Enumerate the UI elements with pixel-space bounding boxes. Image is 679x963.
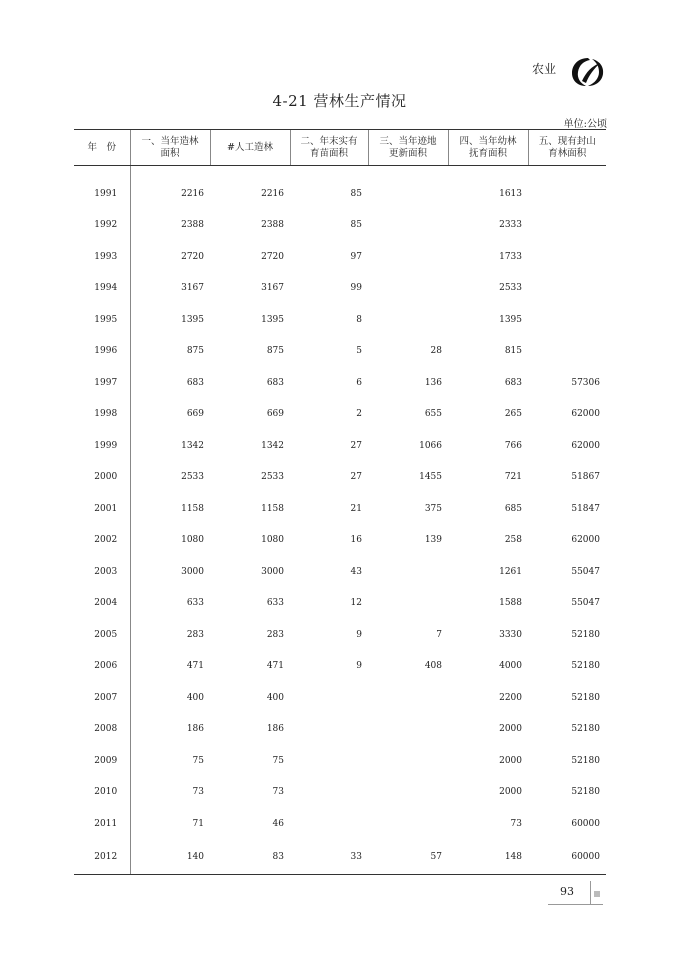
value-cell: 1342 <box>181 440 204 451</box>
value-cell: 28 <box>430 346 442 357</box>
year-cell: 2007 <box>74 682 130 714</box>
value-cell: 43 <box>350 566 362 577</box>
value-cell: 62000 <box>571 440 600 451</box>
value-cell: 283 <box>186 629 204 640</box>
value-cell: 2388 <box>261 220 284 231</box>
value-cell: 83 <box>210 840 290 875</box>
value-cell: 3330 <box>499 629 522 640</box>
value-cell: 52180 <box>571 692 600 703</box>
column-header: 三、当年迹地 更新面积 <box>368 130 448 166</box>
value-cell: 3000 <box>261 566 284 577</box>
table-row <box>74 304 606 336</box>
page-number: 93 <box>560 885 574 898</box>
value-cell: 62000 <box>571 535 600 546</box>
value-cell: 52180 <box>571 661 600 672</box>
value-cell: 97 <box>350 251 362 262</box>
table-row <box>74 588 606 620</box>
value-cell: 2388 <box>181 220 204 231</box>
year-cell: 2005 <box>74 619 130 651</box>
value-cell: 4000 <box>499 661 522 672</box>
value-cell: 57306 <box>571 377 600 388</box>
year-cell: 1992 <box>74 210 130 242</box>
year-cell: 2008 <box>74 714 130 746</box>
value-cell: 685 <box>504 503 522 514</box>
table-row <box>74 399 606 431</box>
value-cell: 33 <box>290 840 368 875</box>
value-cell: 73 <box>272 787 284 798</box>
value-cell: 471 <box>266 661 284 672</box>
value-cell: 815 <box>504 346 522 357</box>
value-cell: 73 <box>192 787 204 798</box>
year-cell: 2000 <box>74 462 130 494</box>
value-cell: 1066 <box>419 440 442 451</box>
table-row <box>74 241 606 273</box>
year-cell: 2006 <box>74 651 130 683</box>
value-cell: 1158 <box>261 503 284 514</box>
table-row <box>74 619 606 651</box>
year-cell: 1999 <box>74 430 130 462</box>
value-cell: 52180 <box>571 629 600 640</box>
value-cell: 669 <box>266 409 284 420</box>
year-cell: 2009 <box>74 745 130 777</box>
value-cell: 21 <box>350 503 362 514</box>
value-cell: 52180 <box>571 787 600 798</box>
table-row <box>74 777 606 809</box>
value-cell: 766 <box>504 440 522 451</box>
value-cell: 71 <box>192 818 204 829</box>
section-label: 农业 <box>532 62 557 76</box>
value-cell: 1342 <box>261 440 284 451</box>
value-cell: 57 <box>368 840 448 875</box>
year-cell: 1995 <box>74 304 130 336</box>
value-cell <box>290 714 368 746</box>
value-cell <box>368 714 448 746</box>
table-row <box>74 178 606 210</box>
value-cell: 683 <box>504 377 522 388</box>
value-cell: 471 <box>186 661 204 672</box>
value-cell: 633 <box>186 598 204 609</box>
value-cell <box>528 241 606 273</box>
value-cell: 400 <box>266 692 284 703</box>
value-cell <box>368 304 448 336</box>
year-cell: 2010 <box>74 777 130 809</box>
value-cell: 99 <box>350 283 362 294</box>
value-cell: 2200 <box>499 692 522 703</box>
value-cell <box>368 777 448 809</box>
forestry-table <box>74 129 606 875</box>
year-cell: 2002 <box>74 525 130 557</box>
value-cell <box>368 745 448 777</box>
value-cell: 2720 <box>261 251 284 262</box>
value-cell: 27 <box>350 440 362 451</box>
value-cell: 16 <box>350 535 362 546</box>
value-cell <box>528 304 606 336</box>
value-cell: 655 <box>424 409 442 420</box>
value-cell: 46 <box>272 818 284 829</box>
value-cell <box>368 588 448 620</box>
column-header: 四、当年幼林 抚育面积 <box>448 130 528 166</box>
value-cell <box>528 210 606 242</box>
year-cell: 2003 <box>74 556 130 588</box>
value-cell: 2533 <box>261 472 284 483</box>
table-row <box>74 430 606 462</box>
value-cell: 2000 <box>499 787 522 798</box>
value-cell <box>368 682 448 714</box>
value-cell <box>290 682 368 714</box>
spacer-row <box>74 166 606 179</box>
value-cell: 186 <box>186 724 204 735</box>
value-cell <box>290 745 368 777</box>
year-cell: 1991 <box>74 178 130 210</box>
value-cell <box>368 178 448 210</box>
value-cell <box>528 273 606 305</box>
value-cell: 75 <box>192 755 204 766</box>
year-cell: 1997 <box>74 367 130 399</box>
value-cell <box>528 336 606 368</box>
value-cell: 85 <box>350 220 362 231</box>
table-row <box>74 462 606 494</box>
value-cell: 2216 <box>261 188 284 199</box>
value-cell: 73 <box>510 818 522 829</box>
table-row <box>74 525 606 557</box>
value-cell: 5 <box>356 346 362 357</box>
table-row <box>74 745 606 777</box>
value-cell: 683 <box>266 377 284 388</box>
value-cell: 8 <box>356 314 362 325</box>
value-cell: 52180 <box>571 724 600 735</box>
value-cell: 52180 <box>571 755 600 766</box>
value-cell: 265 <box>504 409 522 420</box>
value-cell <box>368 273 448 305</box>
table-row <box>74 556 606 588</box>
value-cell: 1080 <box>181 535 204 546</box>
value-cell: 148 <box>448 840 528 875</box>
year-cell: 2012 <box>74 840 130 875</box>
year-cell: 2004 <box>74 588 130 620</box>
value-cell: 408 <box>424 661 442 672</box>
value-cell: 60000 <box>528 840 606 875</box>
value-cell: 3000 <box>181 566 204 577</box>
value-cell: 258 <box>504 535 522 546</box>
table-row <box>74 651 606 683</box>
value-cell: 7 <box>436 629 442 640</box>
value-cell: 3167 <box>261 283 284 294</box>
value-cell: 683 <box>186 377 204 388</box>
year-cell: 2011 <box>74 808 130 840</box>
value-cell: 55047 <box>571 566 600 577</box>
value-cell: 27 <box>350 472 362 483</box>
value-cell: 9 <box>356 661 362 672</box>
year-cell: 1998 <box>74 399 130 431</box>
table-row <box>74 682 606 714</box>
value-cell: 2333 <box>499 220 522 231</box>
value-cell: 1733 <box>499 251 522 262</box>
value-cell: 1613 <box>499 188 522 199</box>
value-cell: 2533 <box>181 472 204 483</box>
table-row <box>74 808 606 840</box>
value-cell: 2533 <box>499 283 522 294</box>
value-cell: 669 <box>186 409 204 420</box>
value-cell: 6 <box>356 377 362 388</box>
year-cell: 1994 <box>74 273 130 305</box>
table-row <box>74 273 606 305</box>
value-cell: 2000 <box>499 755 522 766</box>
value-cell: 2000 <box>499 724 522 735</box>
unit-label: 单位:公顷 <box>563 119 607 130</box>
value-cell <box>368 241 448 273</box>
value-cell: 3167 <box>181 283 204 294</box>
page-title: 4-21 营林生产情况 <box>272 92 407 110</box>
table-row <box>74 210 606 242</box>
value-cell <box>290 777 368 809</box>
column-header: 年 份 <box>74 130 130 166</box>
value-cell <box>368 808 448 840</box>
footer-square-icon <box>594 891 600 897</box>
value-cell: 136 <box>424 377 442 388</box>
value-cell: 2720 <box>181 251 204 262</box>
value-cell: 1261 <box>499 566 522 577</box>
value-cell: 721 <box>504 472 522 483</box>
table-body <box>74 166 606 875</box>
column-header: 一、当年造林 面积 <box>130 130 210 166</box>
value-cell: 75 <box>272 755 284 766</box>
value-cell: 2216 <box>181 188 204 199</box>
value-cell: 1158 <box>181 503 204 514</box>
table-header <box>74 130 606 166</box>
value-cell: 62000 <box>571 409 600 420</box>
value-cell <box>528 178 606 210</box>
value-cell: 375 <box>424 503 442 514</box>
table-row <box>74 336 606 368</box>
value-cell: 85 <box>350 188 362 199</box>
value-cell: 1455 <box>419 472 442 483</box>
value-cell: 875 <box>266 346 284 357</box>
column-header: 五、现有封山 育林面积 <box>528 130 606 166</box>
value-cell: 1395 <box>499 314 522 325</box>
value-cell: 51867 <box>571 472 600 483</box>
year-cell: 1993 <box>74 241 130 273</box>
table-row <box>74 367 606 399</box>
value-cell: 283 <box>266 629 284 640</box>
stats-logo-icon <box>570 55 606 89</box>
table-row <box>74 714 606 746</box>
year-cell: 2001 <box>74 493 130 525</box>
column-header: 二、年末实有 育苗面积 <box>290 130 368 166</box>
value-cell: 186 <box>266 724 284 735</box>
value-cell: 400 <box>186 692 204 703</box>
value-cell: 51847 <box>571 503 600 514</box>
value-cell <box>368 210 448 242</box>
value-cell: 60000 <box>571 818 600 829</box>
footer-vertical-rule <box>590 881 591 905</box>
value-cell: 633 <box>266 598 284 609</box>
value-cell: 12 <box>350 598 362 609</box>
value-cell: 1395 <box>261 314 284 325</box>
value-cell: 875 <box>186 346 204 357</box>
year-cell: 1996 <box>74 336 130 368</box>
value-cell: 140 <box>130 840 210 875</box>
value-cell: 1395 <box>181 314 204 325</box>
footer-divider <box>548 904 603 905</box>
value-cell <box>290 808 368 840</box>
value-cell: 1588 <box>499 598 522 609</box>
value-cell <box>368 556 448 588</box>
column-header: #人工造林 <box>210 130 290 166</box>
value-cell: 1080 <box>261 535 284 546</box>
value-cell: 9 <box>356 629 362 640</box>
value-cell: 55047 <box>571 598 600 609</box>
table-row <box>74 493 606 525</box>
value-cell: 139 <box>424 535 442 546</box>
value-cell: 2 <box>356 409 362 420</box>
table-row <box>74 840 606 875</box>
